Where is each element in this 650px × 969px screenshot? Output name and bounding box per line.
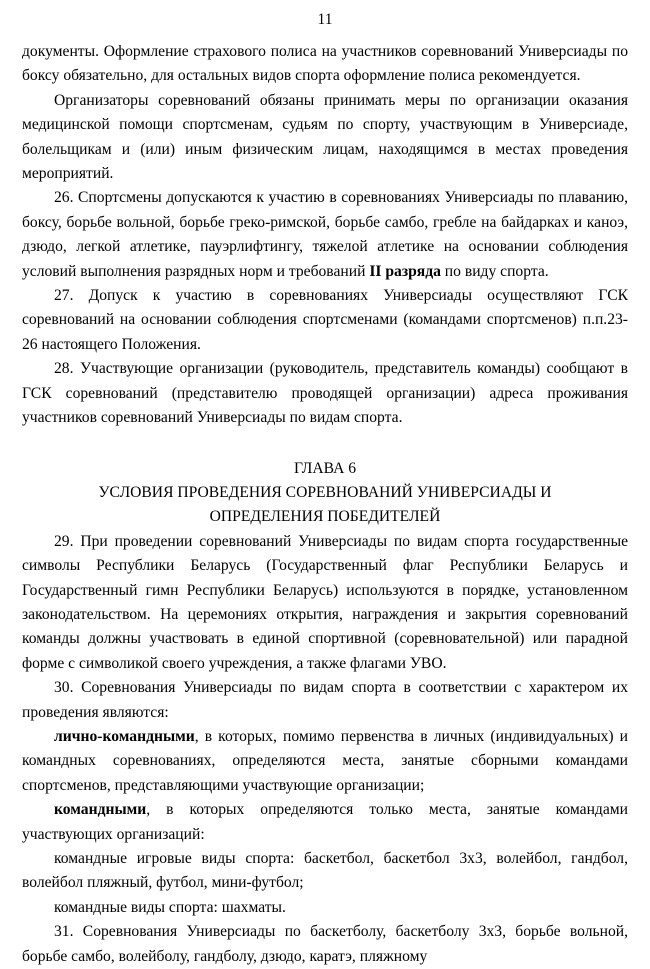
term-lichno-komandnymi-definition: , в которых, помимо первенства в личных (индивидуальных) и командных соревнованиях, определяются места, занятые сборными командами спортсменов, представляющими участвующие организации; [22, 727, 628, 794]
chapter-heading-line-1: УСЛОВИЯ ПРОВЕДЕНИЯ СОРЕВНОВАНИЙ УНИВЕРСИАДЫ И [98, 483, 552, 501]
page-number: 11 [317, 11, 333, 28]
paragraph-26 [22, 186, 628, 284]
paragraph-27: 27. Допуск к участию в соревнованиях Универсиады осуществляют ГСК соревнований на основании соблюдения спортсменами (командами спортсменов) п.п.23-26 настоящего Положения. [22, 287, 628, 353]
chapter-title: ГЛАВА 6 [293, 459, 357, 477]
paragraph-31: 31. Соревнования Универсиады по баскетболу, баскетболу 3х3, борьбе вольной, борьбе самбо, волейболу, гандболу, дзюдо, каратэ, пляжному [22, 923, 628, 965]
paragraph-26-bold-rank: II разряда [369, 262, 441, 280]
paragraph-team-sports: командные виды спорта: шахматы. [54, 898, 286, 916]
paragraph-29: 29. При проведении соревнований Универсиады по видам спорта государственные символы Республики Беларусь (Государственный флаг Республики Беларусь и Государственный гимн Республики Беларусь) используются в порядке, установленном законодательством. На церемониях открытия, награждения и закрытия соревнований команды должны участвовать в единой спортивной (соревновательной) или парадной форме с символикой своего учреждения, а также флагами УВО. [22, 532, 628, 672]
paragraph-lichno-komandnymi [22, 725, 628, 798]
paragraph-team-game-sports: командные игровые виды спорта: баскетбол, баскетбол 3х3, волейбол, гандбол, волейбол пляжный, футбол, мини-футбол; [22, 850, 628, 892]
paragraph-30: 30. Соревнования Универсиады по видам спорта в соответствии с характером их проведения являются: [22, 679, 628, 721]
chapter-heading-line-2: ОПРЕДЕЛЕНИЯ ПОБЕДИТЕЛЕЙ [209, 508, 441, 526]
paragraph-26-text-before: 26. Спортсмены допускаются к участию в соревнованиях Универсиады по плаванию, боксу, борьбе вольной, борьбе греко-римской, борьбе самбо, гребле на байдарках и каноэ, дзюдо, легкой атлетике, пауэрлифтингу, тяжелой атлетике на основании соблюдения условий выполнения разрядных норм и требований [22, 189, 628, 280]
term-komandnymi-definition: , в которых определяются только места, занятые командами участвующих организаций: [22, 801, 628, 843]
paragraph-28: 28. Участвующие организации (руководитель, представитель команды) сообщают в ГСК соревнований (представителю проводящей организации) адреса проживания участников соревнований Универсиады по видам спорта. [22, 360, 628, 427]
paragraph-26-text-after: по виду спорта. [440, 262, 549, 280]
term-komandnymi: командными [54, 801, 147, 819]
section-spacer [22, 431, 628, 457]
paragraph-documents: документы. Оформление страхового полиса на участников соревнований Универсиады по боксу обязательно, для остальных видов спорта оформление полиса рекомендуется. [22, 43, 628, 85]
paragraph-organizers: Организаторы соревнований обязаны принимать меры по организации оказания медицинской помощи спортсменам, судьям по спорту, участвующим в Универсиаде, болельщикам и (или) иным физическим лицам, находящимся в местах проведения мероприятий. [22, 91, 628, 183]
paragraph-komandnymi [22, 798, 628, 847]
term-lichno-komandnymi: лично-командными [54, 727, 195, 745]
